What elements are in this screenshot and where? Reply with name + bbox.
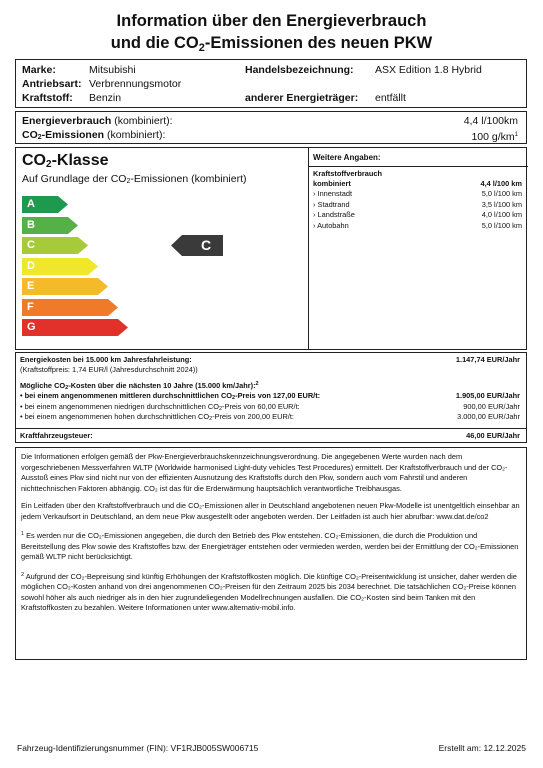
current-class-letter: C <box>201 237 212 253</box>
co2-class-bar-b <box>22 217 78 234</box>
footnote-2 <box>21 570 521 614</box>
energy-cost-label: Energiekosten bei 15.000 km Jahresfahrleistung: <box>20 355 192 364</box>
co2-class-letter-d: D <box>27 259 35 272</box>
co2-class-subtitle-sub: 2 <box>126 178 131 185</box>
co2-cost-row-value: 1.905,00 EUR/Jahr <box>455 391 520 400</box>
fuel-label: Kraftstoff: <box>22 92 73 104</box>
detail-row-label: › Landstraße <box>313 210 355 219</box>
drive-value: Verbrennungsmotor <box>89 78 182 90</box>
footnote-2-text: Aufgrund der CO₂-Bepreisung sind künftig Erhöhungen der Kraftstoffkosten möglich. Die künftige CO₂-Preisentwicklung ist unsicher, daher werden die möglichen CO₂-Kosten anhand von drei angenommenen CO₂-Preisen für den Zeitraum 2025 bis 2034 berechnet. Die tatsächlichen CO₂-Preise können sowohl höher als auch niedriger als in den hier zugrundeliegenden Modellrechnungen ausfallen. Die CO₂-Kosten sind beim Tanken mit den Kraftstoffkosten zu bezahlen. Weitere Informationen unter www.alternativ-mobil.info. <box>21 571 517 612</box>
energy-label <box>22 114 173 128</box>
footnote-1-text: Es werden nur die CO₂-Emissionen angegeben, die durch den Betrieb des Pkw entstehen. CO₂-Emissionen, die durch die Produktion und Bereitstellung des Pkw sowie des Kraftstoffes bzw. der Energieträger entstehen oder vermieden werden, werden bei der Ermittlung der CO₂-Emissionen gemäß WLTP nicht berücksichtigt. <box>21 531 519 561</box>
co2-class-bar-e <box>22 278 108 295</box>
other-energy-label: anderer Energieträger: <box>245 92 359 104</box>
details-panel <box>308 148 528 349</box>
co2-class-bar-g <box>22 319 128 336</box>
info-paragraph-1: Die Informationen erfolgen gemäß der Pkw-Energieverbrauchskennzeichnungsverordnung. Die angegebenen Werte wurden nach dem vorgeschriebenen Messverfahren WLTP (Worldwide harmonised Light-duty vehicles Test Procedures) ermittelt. Der Kraftstoffverbrauch und der CO₂-Ausstoß eines Pkw sind nicht nur von der effizienten Ausnutzung des Kraftstoffs durch den Pkw, sondern auch vom Fahrstil und anderen nichttechnischen Faktoren abhängig. CO₂ ist das für die Erderwärmung hauptsächlich verantwortliche Treibhausgas. <box>21 452 508 493</box>
detail-row-value: 3,5 l/100 km <box>481 199 522 209</box>
created-date: Erstellt am: 12.12.2025 <box>438 743 526 753</box>
co2-class-bar-d <box>22 258 98 275</box>
detail-row-value: 5,0 l/100 km <box>481 220 522 230</box>
co2-value-footnote: 1 <box>514 132 518 138</box>
combined-label: kombiniert <box>313 179 351 188</box>
trade-name-value: ASX Edition 1.8 Hybrid <box>375 64 482 76</box>
current-class-arrow-shape <box>171 235 223 256</box>
co2-class-bar-c <box>22 237 88 254</box>
fuel-consumption-heading: Kraftstoffverbrauch <box>313 169 382 178</box>
tax-value: 46,00 EUR/Jahr <box>466 431 520 440</box>
possible-co2-footnote: 2 <box>255 381 259 387</box>
legal-info-box <box>15 447 527 660</box>
info-paragraph-2: Ein Leitfaden über den Kraftstoffverbrauch und die CO₂-Emissionen aller in Deutschland angebotenen neuen Pkw-Modelle ist unentgeltlich einsehbar an jedem Verkaufsort in Deutschland, an dem neue Pkw ausgestellt oder angeboten werden. Der Leitfaden ist auch hier abrufbar: www.dat.de/co2 <box>21 501 520 521</box>
co2-label-bold: -Emissionen <box>41 129 105 141</box>
co2-cost-row-label: • bei einem angenommenen niedrigen durchschnittlichen CO2-Preis von 60,00 EUR/t: <box>20 401 300 412</box>
current-class-indicator <box>171 235 223 256</box>
co2-cost-row-value: 900,00 EUR/Jahr <box>463 401 520 411</box>
footnote-1 <box>21 529 521 563</box>
title-line-2-post: -Emissionen des neuen PKW <box>204 34 433 52</box>
costs-box <box>15 352 527 443</box>
co2-class-bar-f <box>22 299 118 316</box>
energy-label-rest: (kombiniert): <box>111 115 173 127</box>
fuel-price-note: (Kraftstoffpreis: 1,74 EUR/l (Jahresdurchschnitt 2024)) <box>20 365 198 374</box>
co2-class-letter-b: B <box>27 218 35 231</box>
co2-class-subtitle-pre: Auf Grundlage der CO <box>22 173 127 185</box>
co2-value <box>471 128 518 144</box>
title-line-2-sub: 2 <box>198 42 205 54</box>
other-energy-value: entfällt <box>375 92 406 104</box>
co2-class-letter-g: G <box>27 321 36 333</box>
vin-text: Fahrzeug-Identifizierungsnummer (FIN): VF1RJB005SW006715 <box>17 743 259 753</box>
co2-cost-row-value: 3.000,00 EUR/Jahr <box>457 412 520 421</box>
co2-class-title-pre: CO <box>22 152 46 169</box>
detail-row-value: 5,0 l/100 km <box>481 189 522 198</box>
detail-row-label: › Autobahn <box>313 220 349 230</box>
co2-label <box>22 128 165 145</box>
co2-class-subtitle <box>22 173 247 185</box>
possible-co2-pre: Mögliche CO <box>20 381 66 390</box>
details-divider <box>309 166 528 167</box>
combined-value: 4,4 l/100 km <box>480 179 522 188</box>
co2-label-sub: 2 <box>37 134 42 141</box>
co2-class-letter-f: F <box>27 300 34 313</box>
tax-divider <box>16 428 526 429</box>
vehicle-info-box <box>15 59 527 108</box>
co2-cost-row-label: • bei einem angenommenen hohen durchschnittlichen CO2-Preis von 200,00 EUR/t: <box>20 412 294 422</box>
detail-row-label: › Innenstadt <box>313 189 353 198</box>
co2-value-text: 100 g/km <box>471 131 515 143</box>
consumption-box <box>15 111 527 144</box>
co2-class-letter-a: A <box>27 198 35 210</box>
make-label: Marke: <box>22 64 56 76</box>
co2-cost-row-label: • bei einem angenommenen mittleren durchschnittlichen CO2-Preis von 127,00 EUR/t: <box>20 391 321 401</box>
co2-class-box <box>15 147 527 350</box>
page-title <box>0 10 543 59</box>
footnote-2-mark: 2 <box>21 571 25 578</box>
trade-name-label: Handelsbezeichnung: <box>245 64 354 76</box>
energy-cost-value: 1.147,74 EUR/Jahr <box>455 355 520 364</box>
energy-label-bold: Energieverbrauch <box>22 115 112 127</box>
co2-class-bar-a <box>22 196 68 213</box>
co2-class-letter-e: E <box>27 280 35 292</box>
detail-row-value: 4,0 l/100 km <box>481 210 522 219</box>
co2-class-title <box>22 152 108 170</box>
co2-label-pre: CO <box>22 129 38 141</box>
co2-class-letter-c: C <box>27 239 35 251</box>
footnote-1-mark: 1 <box>21 531 25 537</box>
title-line-2 <box>0 32 543 59</box>
details-heading: Weitere Angaben: <box>313 153 381 162</box>
possible-co2-sub: 2 <box>65 385 69 391</box>
co2-class-title-sub: 2 <box>46 159 52 170</box>
detail-row-label: › Stadtrand <box>313 199 350 209</box>
co2-class-title-post: -Klasse <box>51 152 109 169</box>
drive-label: Antriebsart: <box>22 78 82 90</box>
energy-value: 4,4 l/100km <box>463 115 518 127</box>
make-value: Mitsubishi <box>89 64 136 76</box>
fuel-value: Benzin <box>89 92 122 104</box>
possible-co2-post: -Kosten über die nächsten 10 Jahre (15.000 km/Jahr): <box>68 381 256 390</box>
co2-label-rest: (kombiniert): <box>104 129 166 141</box>
co2-class-subtitle-post: -Emissionen (kombiniert) <box>130 173 247 185</box>
title-line-1: Information über den Energieverbrauch <box>116 12 427 30</box>
title-line-2-pre: und die CO <box>110 34 199 52</box>
tax-label: Kraftfahrzeugsteuer: <box>20 431 93 440</box>
